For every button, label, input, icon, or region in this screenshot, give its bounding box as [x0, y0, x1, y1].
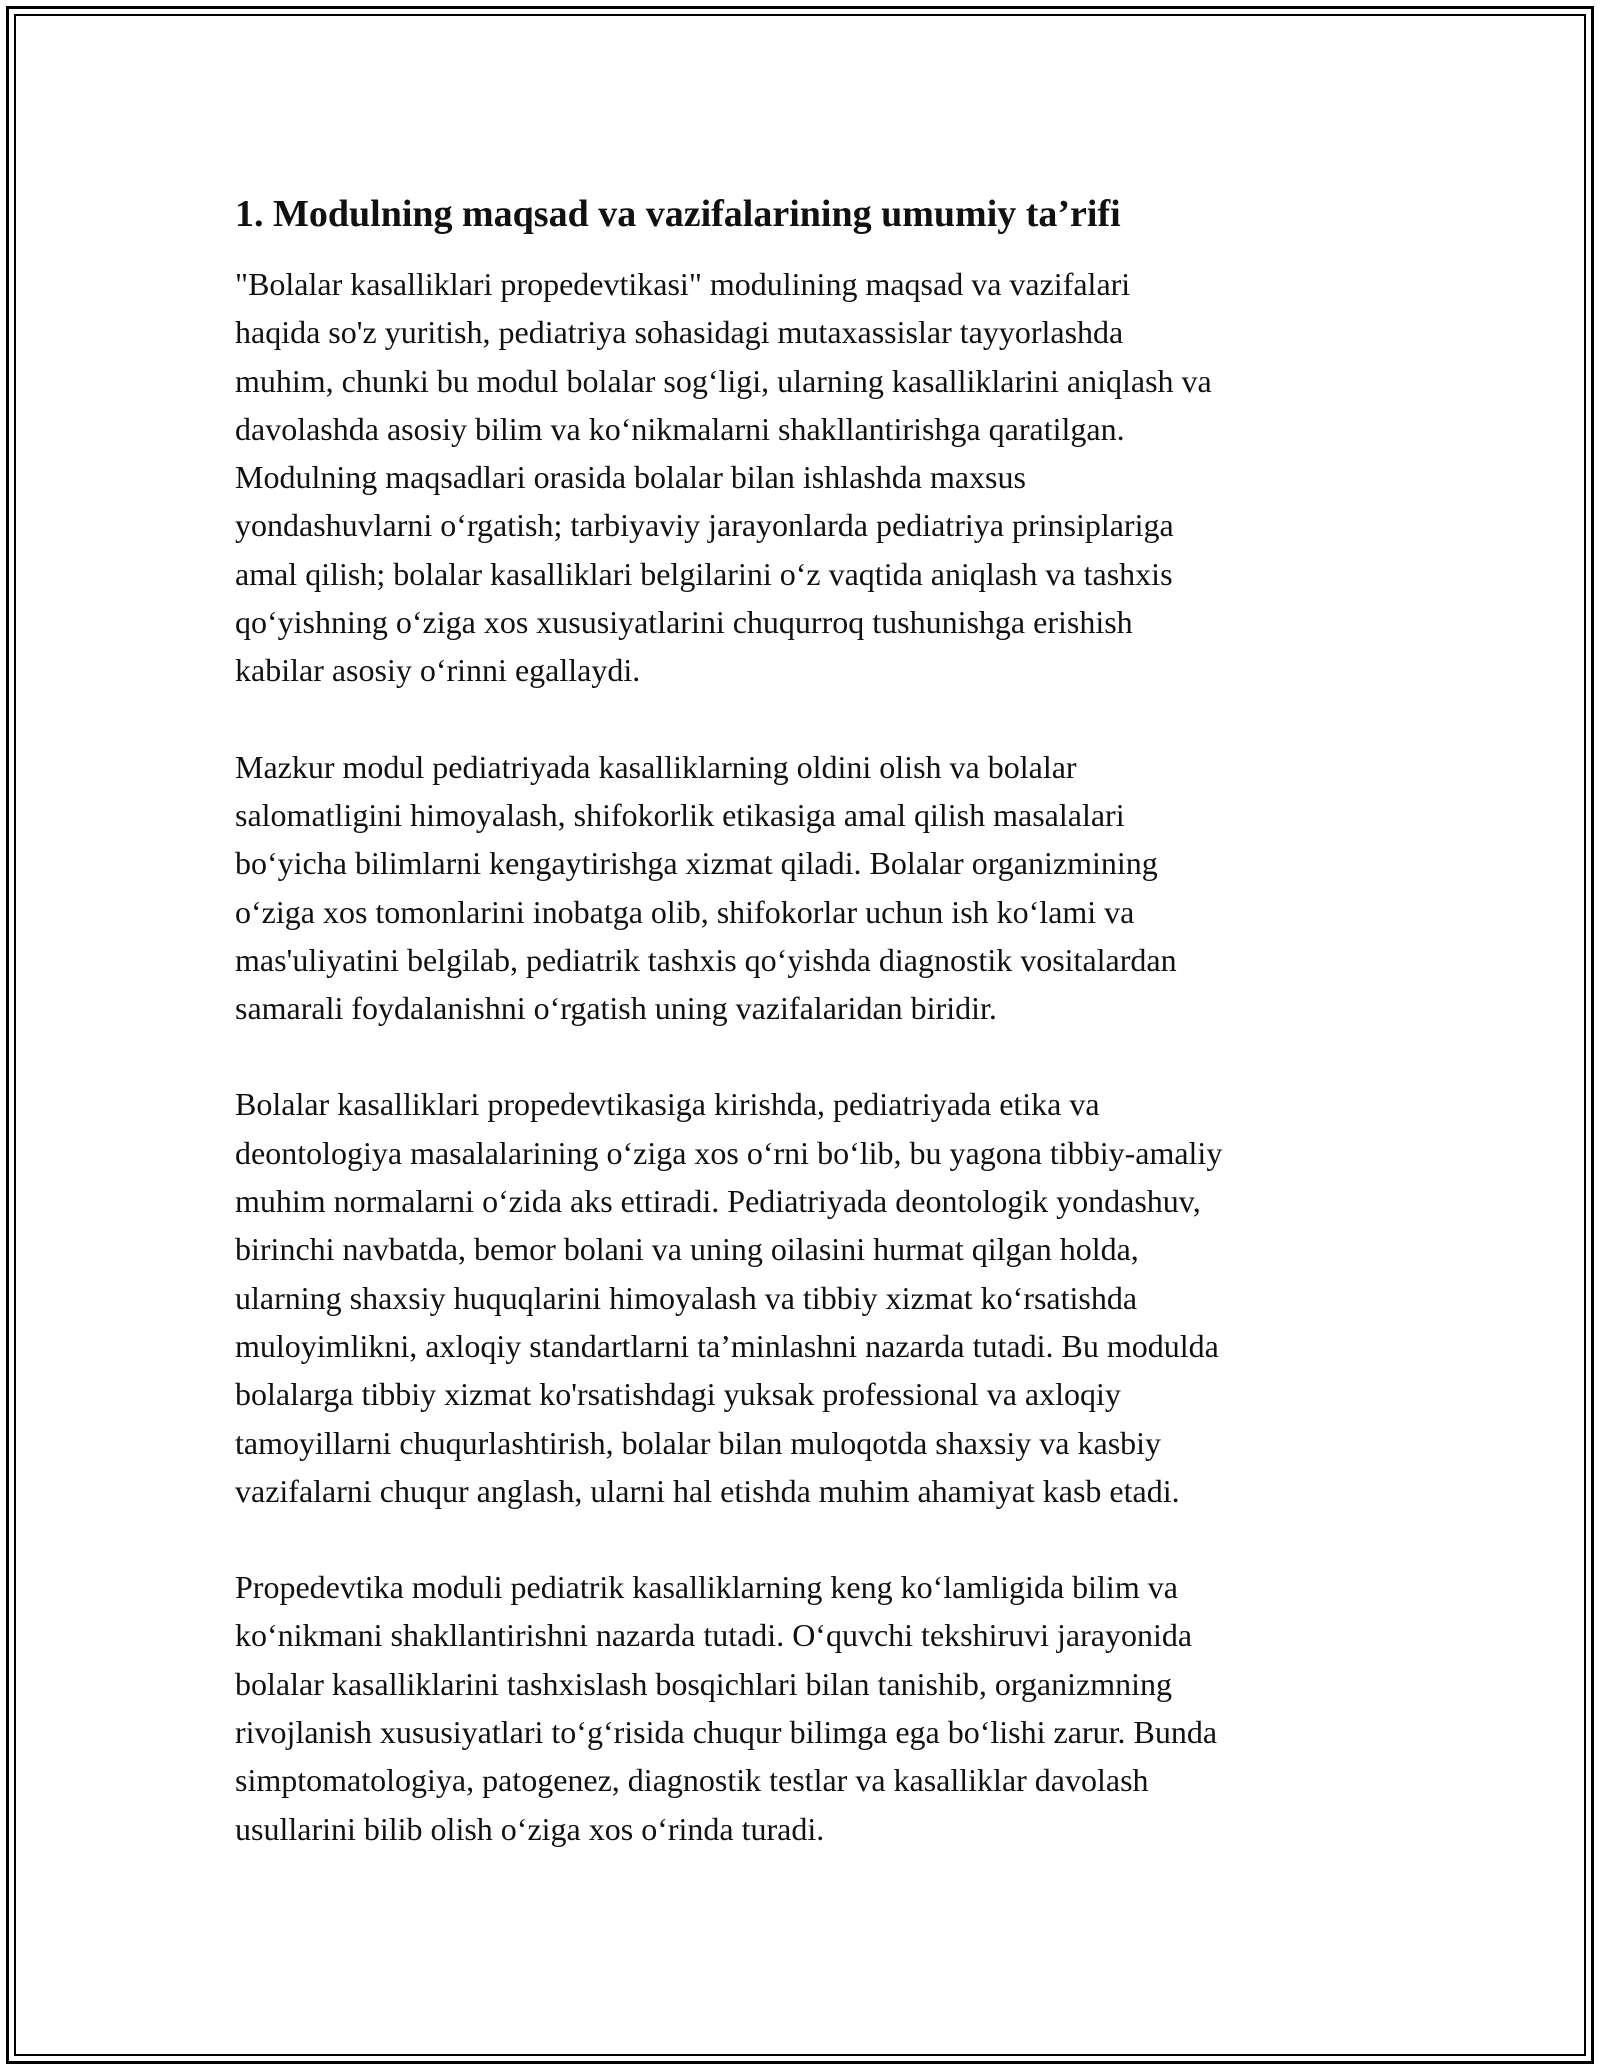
- paragraph-1: "Bolalar kasalliklari propedevtikasi" modulining maqsad va vazifalari haqida so'z yuritish, pediatriya sohasidagi mutaxassislar tayyorlashda muhim, chunki bu modul bolalar sog‘ligi, ularning kasalliklarini aniqlash va davolashda asosiy bilim va ko‘nikmalarni shakllantirishga qaratilgan. Modulning maqsadlari orasida bolalar bilan ishlashda maxsus yondashuvlarni o‘rgatish; tarbiyaviy jarayonlarda pediatriya prinsiplariga amal qilish; bolalar kasalliklari belgilarini o‘z vaqtida aniqlash va tashxis qo‘yishning o‘ziga xos xususiyatlarini chuqurroq tushunishga erishish kabilar asosiy o‘rinni egallaydi.: [235, 266, 1212, 689]
- paragraph-3: Bolalar kasalliklari propedevtikasiga kirishda, pediatriyada etika va deontologiya masalalarining o‘ziga xos o‘rni bo‘lib, bu yagona tibbiy-amaliy muhim normalarni o‘zida aks ettiradi. Pediatriyada deontologik yondashuv, birinchi navbatda, bemor bolani va uning oilasini hurmat qilgan holda, ularning shaxsiy huquqlarini himoyalash va tibbiy xizmat ko‘rsatishda muloyimlikni, axloqiy standartlarni ta’minlashni nazarda tutadi. Bu modulda bolalarga tibbiy xizmat ko'rsatishdagi yuksak professional va axloqiy tamoyillarni chuqurlashtirish, bolalar bilan muloqotda shaxsiy va kasbiy vazifalarni chuqur anglash, ularni hal etishda muhim ahamiyat kasb etadi.: [235, 1086, 1223, 1509]
- section-heading: 1. Modulning maqsad va vazifalarining umumiy ta’rifi: [235, 193, 1121, 235]
- document-body: [235, 188, 1375, 1901]
- paragraph-4: Propedevtika moduli pediatrik kasalliklarning keng ko‘lamligida bilim va ko‘nikmani shakllantirishni nazarda tutadi. O‘quvchi tekshiruvi jarayonida bolalar kasalliklarini tashxislash bosqichlari bilan tanishib, organizmning rivojlanish xususiyatlari to‘g‘risida chuqur bilimga ega bo‘lishi zarur. Bunda simptomatologiya, patogenez, diagnostik testlar va kasalliklar davolash usullarini bilib olish o‘ziga xos o‘rinda turadi.: [235, 1569, 1218, 1847]
- paragraph-2: Mazkur modul pediatriyada kasalliklarning oldini olish va bolalar salomatligini himoyalash, shifokorlik etikasiga amal qilish masalalari bo‘yicha bilimlarni kengaytirishga xizmat qiladi. Bolalar organizmining o‘ziga xos tomonlarini inobatga olib, shifokorlar uchun ish ko‘lami va mas'uliyatini belgilab, pediatrik tashxis qo‘yishda diagnostik vositalardan samarali foydalanishni o‘rgatish uning vazifalaridan biridir.: [235, 748, 1177, 1027]
